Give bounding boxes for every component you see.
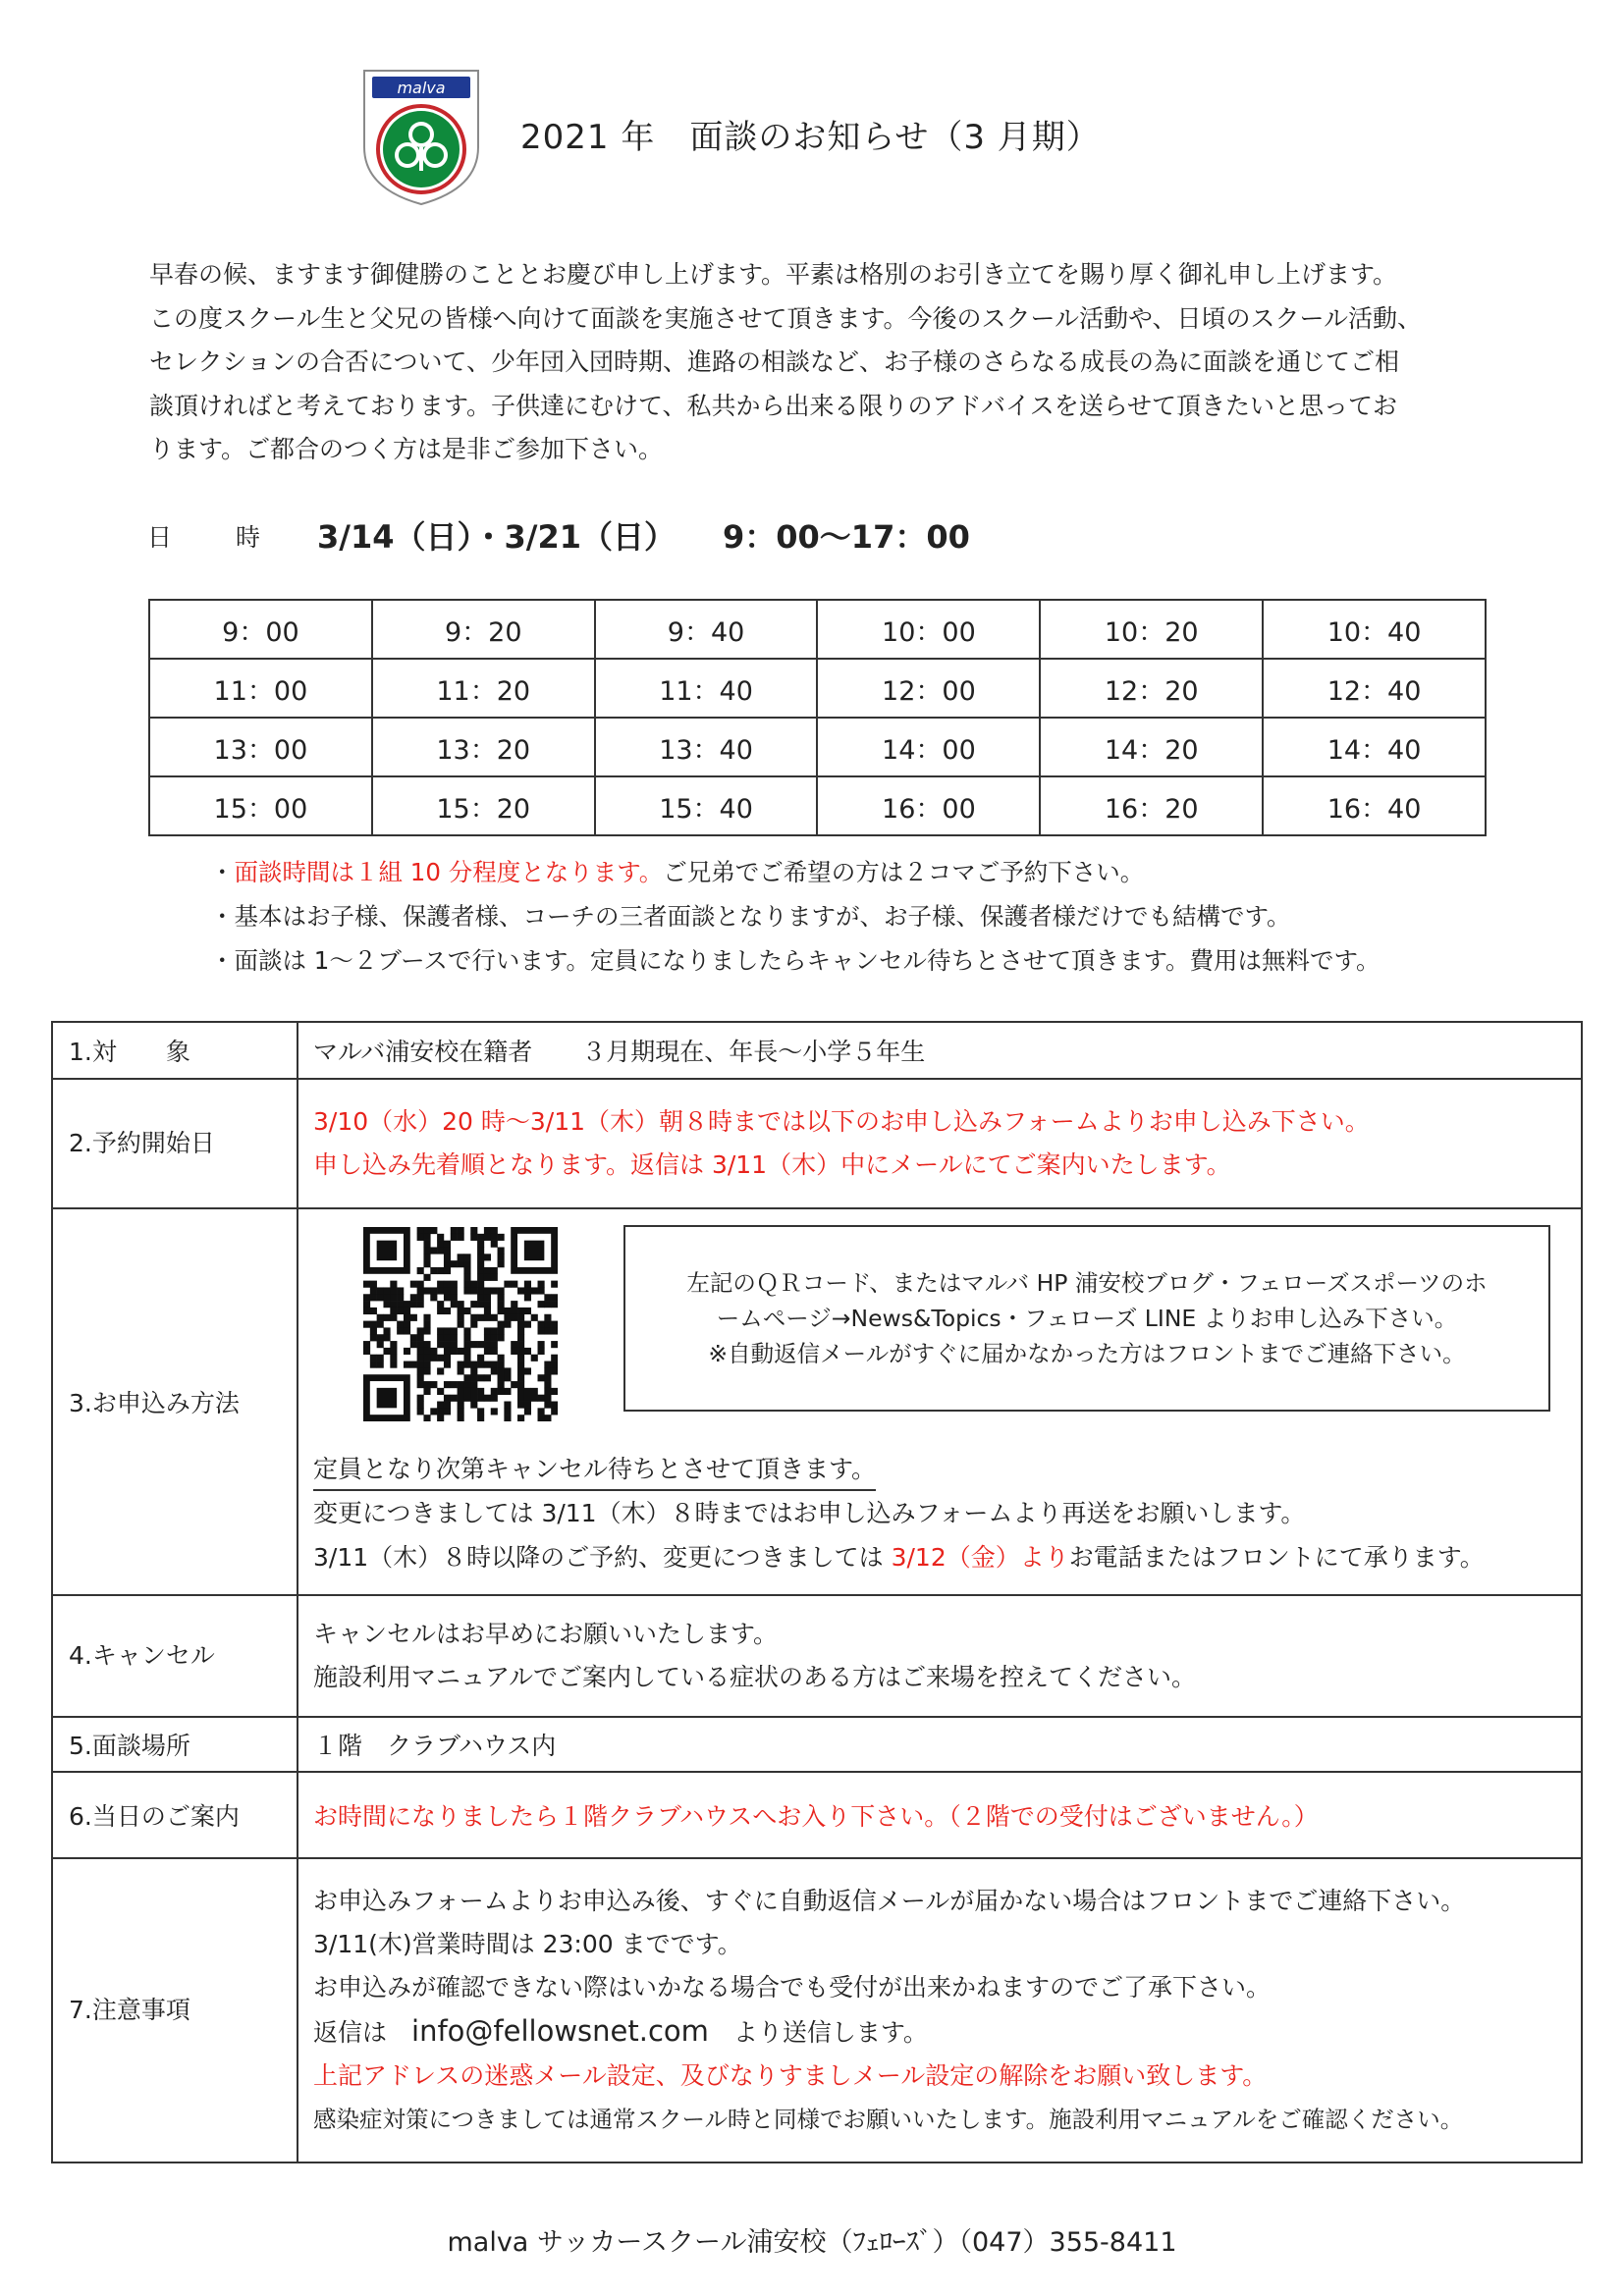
time-slot-cell: 11：20 [372,659,595,718]
notes-list [210,850,1380,983]
notice-line [313,2009,1567,2055]
method-lines [313,1447,1485,1579]
table-row [149,776,1486,835]
table-row [52,1022,1582,1079]
time-slot-cell: 13：20 [372,718,595,776]
time-slot-cell: 9：40 [595,600,818,659]
notice-line-part: より送信します。 [708,2018,928,2047]
table-row [52,1858,1582,2163]
intro-line: ります。ご都合のつく方は是非ご参加下さい。 [149,435,664,463]
method-line-highlight: 3/12（金）より [891,1543,1069,1572]
note-highlight: 面談時間は１組 10 分程度となります。 [234,858,664,886]
time-slot-cell: 16：40 [1263,776,1486,835]
place-value: １階 クラブハウス内 [298,1717,1582,1772]
time-slot-cell: 16：00 [817,776,1040,835]
time-slot-cell: 12：20 [1040,659,1263,718]
start-line: 3/10（水）20 時〜3/11（木）朝８時までは以下のお申し込みフォームよりお申し込み下さい。 [313,1107,1370,1136]
method-box-line: ームページ→News&Topics・フェローズ LINE よりお申し込み下さい。 [716,1305,1458,1332]
table-row [52,1717,1582,1772]
time-slot-cell: 13：40 [595,718,818,776]
target-value: マルバ浦安校在籍者 ３月期現在、年長〜小学５年生 [298,1022,1582,1079]
reply-email-link[interactable]: info@fellowsnet.com [411,2014,709,2048]
row-label: 4.キャンセル [52,1595,298,1717]
note-text: ご兄弟でご希望の方は２コマご予約下さい。 [663,858,1145,886]
note-bullet: ・ [210,858,235,886]
malva-logo [358,65,484,208]
table-row [149,659,1486,718]
intro-line: セレクションの合否について、少年団入団時期、進路の相談など、お子様のさらなる成長の為に面談を通じてご相 [149,347,1400,376]
start-line: 申し込み先着順となります。返信は 3/11（木）中にメールにてご案内いたします。 [313,1150,1231,1179]
row-label: 7.注意事項 [52,1858,298,2163]
time-slot-cell: 10：00 [817,600,1040,659]
note-item [210,850,1380,894]
notice-line: 感染症対策につきましては通常スクール時と同様でお願いいたします。施設利用マニュアルをご確認ください。 [313,2106,1464,2133]
time-slot-cell: 10：20 [1040,600,1263,659]
method-line: 変更につきましては 3/11（木）８時まではお申し込みフォームより再送をお願いします。 [313,1499,1306,1527]
day-value: お時間になりましたら１階クラブハウスへお入り下さい。（２階での受付はございません。） [298,1772,1582,1858]
row-label: 3.お申込み方法 [52,1208,298,1595]
note-item: ・面談は 1〜２ブースで行います。定員になりましたらキャンセル待ちとさせて頂きます。費用は無料です。 [210,946,1380,975]
info-table [51,1021,1583,2163]
cancel-value [298,1595,1582,1717]
cancel-line: 施設利用マニュアルでご案内している症状のある方はご来場を控えてください。 [313,1663,1197,1691]
method-line-part: お電話またはフロントにて承ります。 [1068,1543,1485,1572]
cancel-line: キャンセルはお早めにお願いいたします。 [313,1620,779,1648]
time-slot-cell: 10：40 [1263,600,1486,659]
time-slot-cell: 9：00 [149,600,372,659]
notice-line: お申込みフォームよりお申込み後、すぐに自動返信メールが届かない場合はフロントまでご連絡下さい。 [313,1887,1466,1915]
method-box-line: 左記のＱＲコード、またはマルバ HP 浦安校ブログ・フェローズスポーツのホ [686,1269,1488,1297]
time-slot-cell: 14：00 [817,718,1040,776]
time-slot-cell: 9：20 [372,600,595,659]
footer-contact: malva サッカースクール浦安校（ﾌｪﾛｰｽﾞ）（047）355-8411 [447,2227,1177,2258]
notice-value [298,1858,1582,2163]
table-row [52,1772,1582,1858]
row-label: 2.予約開始日 [52,1079,298,1208]
method-line [313,1535,1485,1579]
intro-line: 談頂ければと考えております。子供達にむけて、私共から出来る限りのアドバイスを送らせて頂きたいと思ってお [149,391,1398,420]
time-slot-cell: 14：20 [1040,718,1263,776]
schedule-hours: 9：00〜17：00 [723,518,970,556]
notice-line: 上記アドレスの迷惑メール設定、及びなりすましメール設定の解除をお願い致します。 [313,2061,1268,2090]
table-row [149,600,1486,659]
time-slot-cell: 16：20 [1040,776,1263,835]
time-slot-cell: 15：00 [149,776,372,835]
time-slot-cell: 12：00 [817,659,1040,718]
intro-paragraph [149,253,1494,472]
method-info-box [623,1225,1550,1412]
notice-line: お申込みが確認できない際はいかなる場合でも受付が出来かねますのでご了承下さい。 [313,1973,1272,2002]
time-label: 時 [236,523,261,552]
table-row [149,718,1486,776]
notice-line-part: 返信は [313,2018,412,2047]
intro-line: 早春の候、ますます御健勝のこととお慶び申し上げます。平素は格別のお引き立てを賜り厚く御礼申し上げます。 [149,260,1398,289]
page-title: 2021 年 面談のお知らせ（3 月期） [520,118,1101,157]
table-row [52,1595,1582,1717]
time-slot-cell: 15：20 [372,776,595,835]
method-line-part: 3/11（木）８時以降のご予約、変更につきましては [313,1543,892,1572]
note-item: ・基本はお子様、保護者様、コーチの三者面談となりますが、お子様、保護者様だけでも結構です。 [210,902,1291,931]
intro-line: この度スクール生と父兄の皆様へ向けて面談を実施させて頂きます。今後のスクール活動や、日頃のスクール活動、 [149,303,1423,333]
row-label: 1.対 象 [52,1022,298,1079]
time-slot-cell: 11：00 [149,659,372,718]
row-label: 6.当日のご案内 [52,1772,298,1858]
method-line: 定員となり次第キャンセル待ちとさせて頂きます。 [313,1450,876,1491]
time-slot-table [148,599,1487,836]
time-slot-cell: 12：40 [1263,659,1486,718]
table-row [52,1079,1582,1208]
notice-line: 3/11(木)営業時間は 23:00 までです。 [313,1930,742,1958]
time-slot-cell: 13：00 [149,718,372,776]
time-slot-cell: 14：40 [1263,718,1486,776]
time-slot-cell: 11：40 [595,659,818,718]
start-value [298,1079,1582,1208]
table-row [52,1208,1582,1595]
logo-wordmark: malva [397,79,446,97]
row-label: 5.面談場所 [52,1717,298,1772]
qr-code[interactable] [363,1227,558,1421]
date-label: 日 [147,523,173,552]
schedule-dates: 3/14（日）・3/21（日） [317,518,676,556]
time-slot-cell: 15：40 [595,776,818,835]
method-box-line: ※自動返信メールがすぐに届かなかった方はフロントまでご連絡下さい。 [708,1340,1466,1367]
schedule-dateline [0,512,1624,556]
method-value [298,1208,1582,1595]
